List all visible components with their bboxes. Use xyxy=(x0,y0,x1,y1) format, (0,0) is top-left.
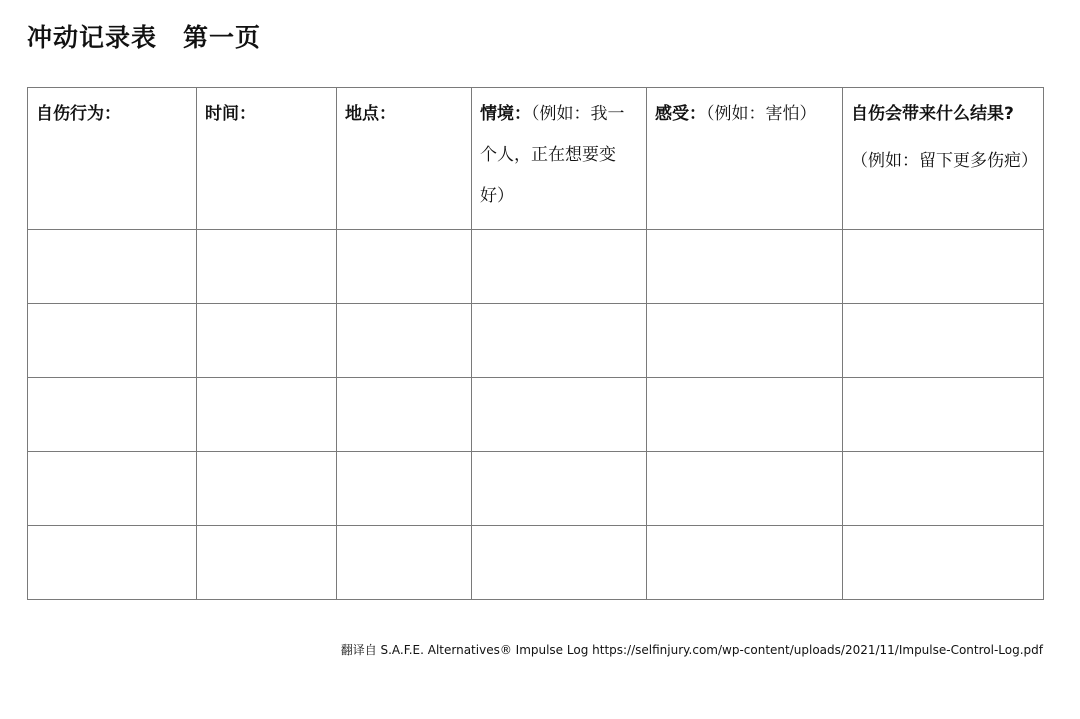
table-row xyxy=(28,230,1044,304)
header-cell-situation xyxy=(472,88,647,230)
table-cell-feeling[interactable] xyxy=(647,526,843,600)
table-cell-situation[interactable] xyxy=(472,230,647,304)
table-header-row xyxy=(28,88,1044,230)
table-cell-situation[interactable] xyxy=(472,526,647,600)
header-cell-consequence xyxy=(843,88,1044,230)
table-cell-location[interactable] xyxy=(337,452,472,526)
table-row xyxy=(28,304,1044,378)
header-note-consequence: （例如：留下更多伤疤） xyxy=(851,151,1038,171)
header-label-feeling: 感受： xyxy=(655,104,706,124)
table-cell-behavior[interactable] xyxy=(28,378,197,452)
table-cell-time[interactable] xyxy=(197,304,337,378)
header-cell-location xyxy=(337,88,472,230)
impulse-log-table xyxy=(27,87,1044,600)
table-cell-feeling[interactable] xyxy=(647,378,843,452)
header-label-time: 时间： xyxy=(205,104,256,124)
table-cell-situation[interactable] xyxy=(472,378,647,452)
table-cell-time[interactable] xyxy=(197,526,337,600)
table-cell-location[interactable] xyxy=(337,378,472,452)
header-label-consequence: 自伤会带来什么结果? xyxy=(851,104,1014,124)
table-cell-consequence[interactable] xyxy=(843,526,1044,600)
header-label-situation: 情境： xyxy=(480,104,531,124)
table-cell-behavior[interactable] xyxy=(28,304,197,378)
table-row xyxy=(28,452,1044,526)
table-cell-behavior[interactable] xyxy=(28,230,197,304)
source-footnote: 翻译自 S.A.F.E. Alternatives® Impulse Log https://selfinjury.com/wp-content/uploads/2021/11/Impulse-Control-Log.pdf xyxy=(340,643,1043,657)
table-row xyxy=(28,378,1044,452)
table-cell-feeling[interactable] xyxy=(647,304,843,378)
table-cell-situation[interactable] xyxy=(472,304,647,378)
table-cell-time[interactable] xyxy=(197,452,337,526)
table-cell-consequence[interactable] xyxy=(843,304,1044,378)
table-cell-feeling[interactable] xyxy=(647,452,843,526)
table-cell-time[interactable] xyxy=(197,378,337,452)
table-cell-behavior[interactable] xyxy=(28,452,197,526)
table-cell-behavior[interactable] xyxy=(28,526,197,600)
header-label-behavior: 自伤行为： xyxy=(36,104,121,124)
table-row xyxy=(28,526,1044,600)
table-cell-location[interactable] xyxy=(337,526,472,600)
table-cell-time[interactable] xyxy=(197,230,337,304)
table-cell-situation[interactable] xyxy=(472,452,647,526)
table-cell-location[interactable] xyxy=(337,304,472,378)
table-cell-location[interactable] xyxy=(337,230,472,304)
header-note-situation: （例如：我一个人，正在想要变好） xyxy=(480,104,625,206)
header-cell-time xyxy=(197,88,337,230)
table-cell-consequence[interactable] xyxy=(843,378,1044,452)
table-cell-feeling[interactable] xyxy=(647,230,843,304)
header-cell-feeling xyxy=(647,88,843,230)
header-note-feeling: （例如：害怕） xyxy=(706,104,817,124)
page-title: 冲动记录表 第一页 xyxy=(27,23,262,52)
table-cell-consequence[interactable] xyxy=(843,230,1044,304)
header-cell-behavior xyxy=(28,88,197,230)
header-label-location: 地点： xyxy=(345,104,396,124)
table-cell-consequence[interactable] xyxy=(843,452,1044,526)
